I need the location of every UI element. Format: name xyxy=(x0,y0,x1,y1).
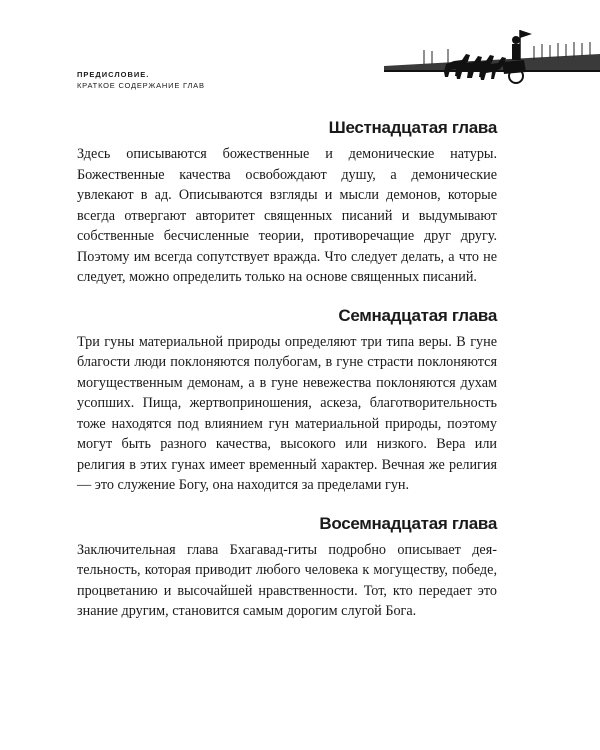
section-heading: Семнадцатая глава xyxy=(338,305,497,325)
chariot-army-icon xyxy=(384,20,600,92)
section-sixteen xyxy=(77,118,497,288)
header-subtitle: КРАТКОЕ СОДЕРЖАНИЕ ГЛАВ xyxy=(77,81,205,90)
header-title: ПРЕДИСЛОВИЕ. xyxy=(77,70,150,79)
section-eighteen xyxy=(77,514,497,622)
section-body: Три гуны материальной природы определяют три типа веры. В гуне благости люди поклоняются полубогам, в гуне страсти поклоняются могущественным демонам, а в гуне невежества поклоняются духам усопших. Пища, жертвоприношения, аскеза, благотворительность тоже находятся под влиянием гун материальной природы, поэтому могут быть разного качества, высокого или низкого. Вера или религия в этих гунах имеет временный характер. Вечная же религия — это служение Богу, она находится за пределами гун. xyxy=(77,333,497,493)
page-content xyxy=(77,118,497,640)
section-heading: Шестнадцатая глава xyxy=(328,118,497,137)
section-body: Заключительная глава Бхагавад-гиты подробно описывает деятельность, которая приводит любого человека к могуществу, победе, процветанию и высочайшей нравственности. Тот, кто передает это знание другим, становится самым дорогим слугой Бога. xyxy=(77,541,497,619)
section-body: Здесь описываются божественные и демонические натуры. Божественные качества освобождают душу, а демонические увлекают в ад. Описываются взгляды и мысли демонов, которые всегда отвергают авторитет священных писаний и выдумывают собственные бесчисленные теории, противоречащие друг другу. Поэтому им всегда сопутствует вражда. Что следует делать, а что не следует, можно определить только на основе священных писаний. xyxy=(77,146,497,285)
section-seventeen xyxy=(77,306,497,496)
section-heading: Восемнадцатая глава xyxy=(319,513,497,533)
